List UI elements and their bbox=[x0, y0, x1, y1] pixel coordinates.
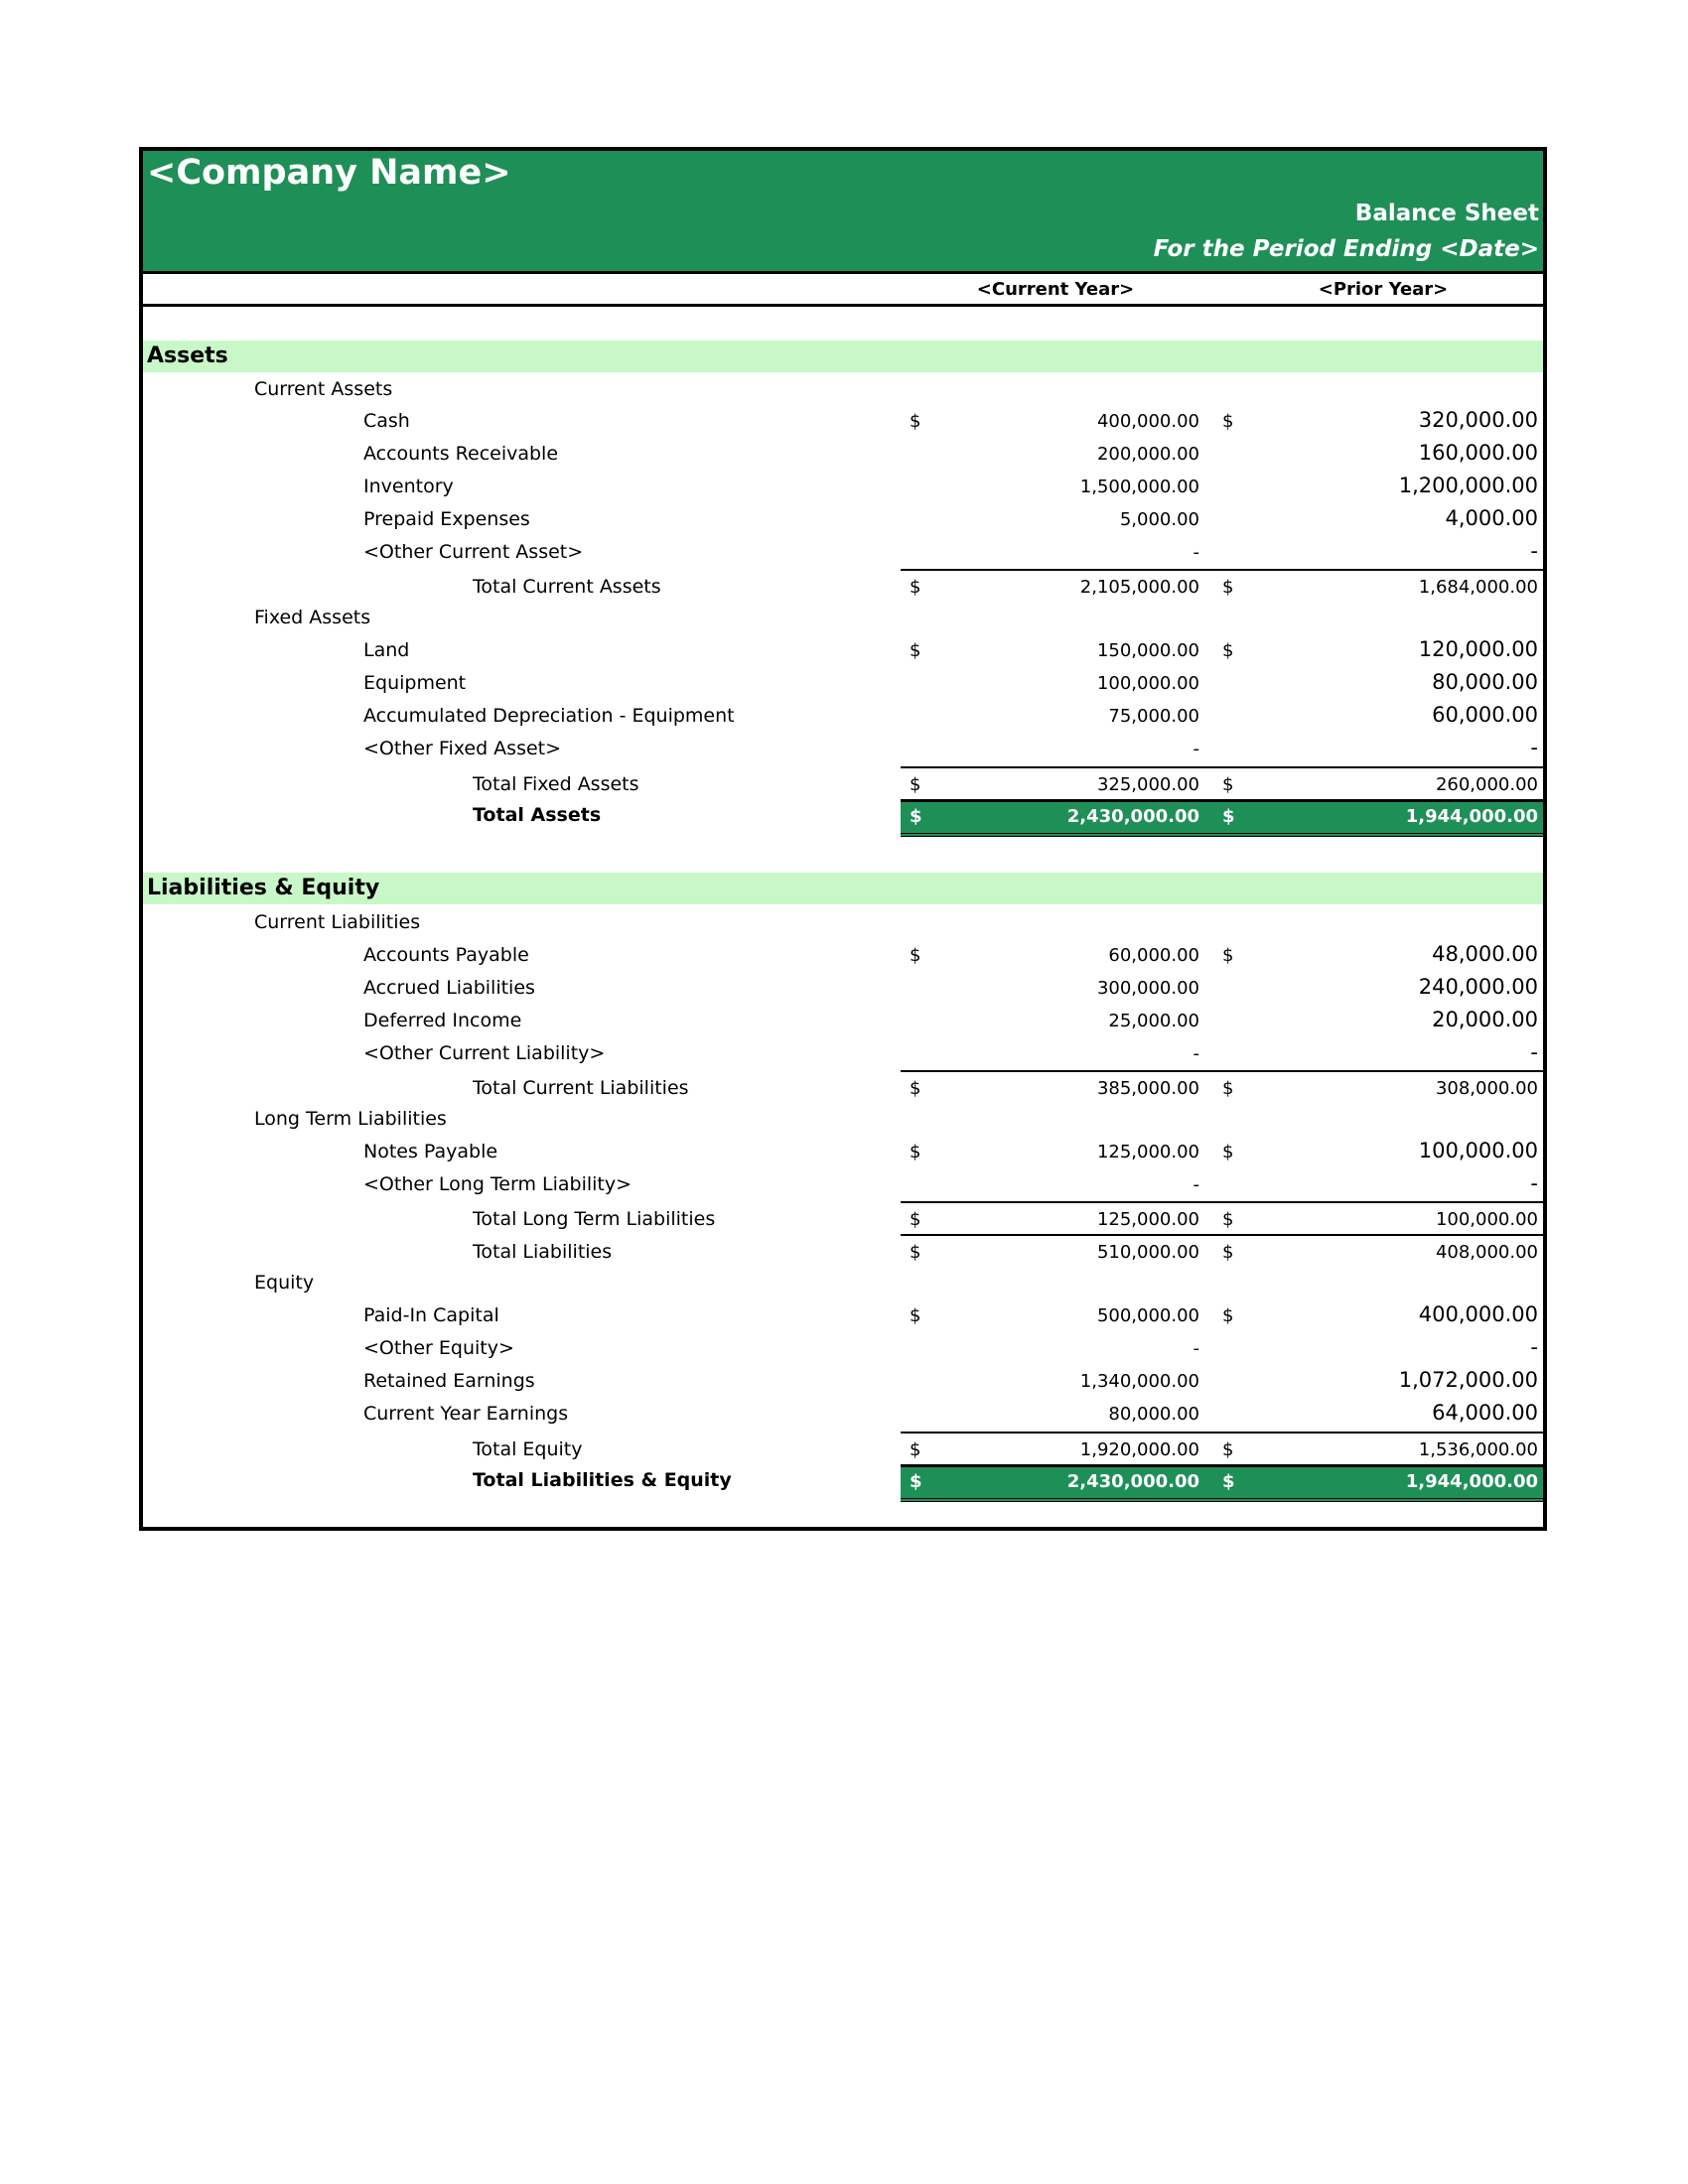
row-other-current-asset[interactable] bbox=[143, 536, 1543, 569]
column-headers bbox=[143, 274, 1543, 307]
prior-year-value[interactable]: 60,000.00 bbox=[1432, 703, 1538, 727]
row-label: Equipment bbox=[363, 672, 467, 694]
row-total-current-assets[interactable] bbox=[143, 569, 1543, 602]
row-label: Total Liabilities & Equity bbox=[473, 1469, 732, 1491]
row-cash[interactable] bbox=[143, 405, 1543, 438]
liabilities-equity-section-band bbox=[143, 873, 1543, 904]
row-label: Total Long Term Liabilities bbox=[473, 1208, 716, 1230]
prior-year-value[interactable]: 408,000.00 bbox=[1435, 1242, 1538, 1263]
row-total-liabilities[interactable] bbox=[143, 1234, 1543, 1267]
current-year-value[interactable]: 500,000.00 bbox=[1096, 1305, 1199, 1326]
current-year-value[interactable]: 400,000.00 bbox=[1096, 411, 1199, 432]
prior-year-value[interactable]: 260,000.00 bbox=[1435, 774, 1538, 795]
period-label[interactable]: For the Period Ending <Date> bbox=[1153, 236, 1539, 262]
assets-section-title: Assets bbox=[147, 343, 228, 368]
current-year-value[interactable]: - bbox=[1193, 1338, 1199, 1359]
current-year-value[interactable]: 1,340,000.00 bbox=[1079, 1371, 1199, 1392]
row-label: Accrued Liabilities bbox=[363, 977, 535, 999]
row-accumulated-depreciation[interactable] bbox=[143, 700, 1543, 733]
currency-symbol: $ bbox=[1222, 1439, 1234, 1460]
row-label: Total Fixed Assets bbox=[473, 773, 639, 795]
currency-symbol: $ bbox=[910, 1471, 922, 1492]
currency-symbol: $ bbox=[1222, 577, 1234, 598]
currency-symbol: $ bbox=[1222, 1209, 1234, 1230]
current-year-value[interactable]: - bbox=[1193, 739, 1199, 759]
row-label: Cash bbox=[363, 410, 410, 432]
row-total-liabilities-equity[interactable] bbox=[143, 1464, 1543, 1497]
row-label: Accounts Receivable bbox=[363, 443, 559, 465]
current-year-value[interactable]: 2,430,000.00 bbox=[1066, 1471, 1199, 1492]
current-liabilities-heading bbox=[143, 906, 1543, 939]
row-other-fixed-asset[interactable] bbox=[143, 733, 1543, 765]
row-label: Current Year Earnings bbox=[363, 1403, 569, 1425]
current-year-value[interactable]: 5,000.00 bbox=[1119, 509, 1199, 530]
row-total-long-term-liabilities[interactable] bbox=[143, 1201, 1543, 1234]
currency-symbol: $ bbox=[910, 1305, 921, 1326]
currency-symbol: $ bbox=[1222, 411, 1234, 432]
row-retained-earnings[interactable] bbox=[143, 1365, 1543, 1398]
row-label: <Other Fixed Asset> bbox=[363, 738, 562, 759]
current-year-value[interactable]: 2,105,000.00 bbox=[1079, 577, 1199, 598]
current-assets-heading bbox=[143, 373, 1543, 406]
currency-symbol: $ bbox=[910, 411, 921, 432]
assets-section-band bbox=[143, 341, 1543, 372]
current-year-value[interactable]: 510,000.00 bbox=[1096, 1242, 1199, 1263]
currency-symbol: $ bbox=[910, 806, 922, 827]
long-term-liabilities-heading bbox=[143, 1103, 1543, 1136]
prior-year-value[interactable]: 4,000.00 bbox=[1445, 506, 1538, 530]
prior-year-value[interactable]: 64,000.00 bbox=[1432, 1401, 1538, 1425]
fixed-assets-heading bbox=[143, 602, 1543, 634]
row-other-current-liability[interactable] bbox=[143, 1037, 1543, 1070]
prior-year-value[interactable]: - bbox=[1530, 1171, 1538, 1195]
row-deferred-income[interactable] bbox=[143, 1005, 1543, 1037]
row-label: Retained Earnings bbox=[363, 1370, 535, 1392]
current-year-value[interactable]: 300,000.00 bbox=[1096, 978, 1199, 999]
prior-year-value[interactable]: 1,072,000.00 bbox=[1398, 1368, 1538, 1392]
row-other-long-term-liability[interactable] bbox=[143, 1168, 1543, 1201]
currency-symbol: $ bbox=[910, 1078, 921, 1099]
row-accounts-payable[interactable] bbox=[143, 939, 1543, 972]
row-label: Prepaid Expenses bbox=[363, 508, 530, 530]
row-accounts-receivable[interactable] bbox=[143, 438, 1543, 471]
prior-year-value[interactable]: 1,684,000.00 bbox=[1418, 577, 1538, 598]
prior-year-value[interactable]: 120,000.00 bbox=[1418, 637, 1538, 661]
currency-symbol: $ bbox=[1222, 945, 1234, 966]
prior-year-value[interactable]: 1,200,000.00 bbox=[1398, 474, 1538, 497]
prior-year-value[interactable]: - bbox=[1530, 539, 1538, 563]
currency-symbol: $ bbox=[1222, 1242, 1234, 1263]
row-notes-payable[interactable] bbox=[143, 1136, 1543, 1168]
current-year-value[interactable]: - bbox=[1193, 1043, 1199, 1064]
currency-symbol: $ bbox=[1222, 1078, 1234, 1099]
row-label: Accounts Payable bbox=[363, 944, 529, 966]
row-label: Current Liabilities bbox=[254, 911, 421, 933]
row-other-equity[interactable] bbox=[143, 1332, 1543, 1365]
current-year-value[interactable]: 150,000.00 bbox=[1096, 640, 1199, 661]
current-year-value[interactable]: 1,500,000.00 bbox=[1079, 477, 1199, 497]
prior-year-value[interactable]: 1,944,000.00 bbox=[1405, 806, 1538, 827]
row-total-fixed-assets[interactable] bbox=[143, 766, 1543, 799]
row-paid-in-capital[interactable] bbox=[143, 1299, 1543, 1332]
row-total-equity[interactable] bbox=[143, 1432, 1543, 1464]
currency-symbol: $ bbox=[910, 774, 921, 795]
prior-year-value[interactable]: - bbox=[1530, 1335, 1538, 1359]
prior-year-value[interactable]: - bbox=[1530, 736, 1538, 759]
current-year-value[interactable]: 80,000.00 bbox=[1108, 1404, 1199, 1425]
prior-year-value[interactable]: 308,000.00 bbox=[1435, 1078, 1538, 1099]
currency-symbol: $ bbox=[1222, 640, 1234, 661]
prior-year-value[interactable]: 80,000.00 bbox=[1432, 670, 1538, 694]
current-year-value[interactable]: 325,000.00 bbox=[1096, 774, 1199, 795]
row-label: Fixed Assets bbox=[254, 607, 371, 628]
prior-year-value[interactable]: 20,000.00 bbox=[1432, 1008, 1538, 1031]
current-year-value[interactable]: 100,000.00 bbox=[1096, 673, 1199, 694]
company-name[interactable]: <Company Name> bbox=[147, 153, 511, 193]
row-label: <Other Current Asset> bbox=[363, 541, 584, 563]
row-inventory[interactable] bbox=[143, 471, 1543, 503]
liabilities-equity-section-title: Liabilities & Equity bbox=[147, 876, 380, 900]
row-label: Inventory bbox=[363, 476, 454, 497]
row-label: <Other Long Term Liability> bbox=[363, 1173, 633, 1195]
row-label: Current Assets bbox=[254, 378, 393, 400]
row-label: Long Term Liabilities bbox=[254, 1108, 447, 1130]
prior-year-value[interactable]: 320,000.00 bbox=[1418, 408, 1538, 432]
currency-symbol: $ bbox=[910, 945, 921, 966]
row-total-current-liabilities[interactable] bbox=[143, 1070, 1543, 1103]
current-year-value[interactable]: 75,000.00 bbox=[1108, 706, 1199, 727]
current-year-value[interactable]: 25,000.00 bbox=[1108, 1011, 1199, 1031]
prior-year-value[interactable]: 240,000.00 bbox=[1418, 975, 1538, 999]
document-title: Balance Sheet bbox=[1354, 201, 1539, 226]
currency-symbol: $ bbox=[910, 1209, 921, 1230]
prior-year-value[interactable]: 100,000.00 bbox=[1418, 1139, 1538, 1162]
current-year-value[interactable]: 2,430,000.00 bbox=[1066, 806, 1199, 827]
currency-symbol: $ bbox=[1222, 806, 1235, 827]
row-label: Paid-In Capital bbox=[363, 1304, 499, 1326]
row-label: <Other Equity> bbox=[363, 1337, 514, 1359]
sheet-header bbox=[143, 151, 1543, 274]
currency-symbol: $ bbox=[1222, 774, 1234, 795]
equity-heading bbox=[143, 1267, 1543, 1299]
row-current-year-earnings[interactable] bbox=[143, 1398, 1543, 1431]
row-total-assets[interactable] bbox=[143, 799, 1543, 832]
currency-symbol: $ bbox=[1222, 1142, 1234, 1162]
row-label: Notes Payable bbox=[363, 1141, 498, 1162]
row-label: Equity bbox=[254, 1272, 315, 1294]
currency-symbol: $ bbox=[910, 1142, 921, 1162]
prior-year-value[interactable]: 48,000.00 bbox=[1432, 942, 1538, 966]
prior-year-value[interactable]: 1,536,000.00 bbox=[1418, 1439, 1538, 1460]
row-accrued-liabilities[interactable] bbox=[143, 972, 1543, 1005]
prior-year-header[interactable]: <Prior Year> bbox=[1318, 279, 1449, 300]
current-year-value[interactable]: - bbox=[1193, 542, 1199, 563]
current-year-value[interactable]: 200,000.00 bbox=[1096, 444, 1199, 465]
row-label: Deferred Income bbox=[363, 1010, 522, 1031]
current-year-value[interactable]: - bbox=[1193, 1174, 1199, 1195]
current-year-value[interactable]: 1,920,000.00 bbox=[1079, 1439, 1199, 1460]
prior-year-value[interactable]: - bbox=[1530, 1040, 1538, 1064]
current-year-value[interactable]: 385,000.00 bbox=[1096, 1078, 1199, 1099]
row-label: Total Liabilities bbox=[473, 1241, 613, 1263]
current-year-value[interactable]: 125,000.00 bbox=[1096, 1209, 1199, 1230]
prior-year-value[interactable]: 160,000.00 bbox=[1418, 441, 1538, 465]
row-label: Total Current Assets bbox=[473, 576, 661, 598]
currency-symbol: $ bbox=[910, 577, 921, 598]
current-year-value[interactable]: 60,000.00 bbox=[1108, 945, 1199, 966]
row-land[interactable] bbox=[143, 634, 1543, 667]
balance-sheet bbox=[139, 147, 1547, 1531]
currency-symbol: $ bbox=[1222, 1305, 1234, 1326]
currency-symbol: $ bbox=[910, 1439, 921, 1460]
row-label: Accumulated Depreciation - Equipment bbox=[363, 705, 735, 727]
currency-symbol: $ bbox=[1222, 1471, 1235, 1492]
current-year-value[interactable]: 125,000.00 bbox=[1096, 1142, 1199, 1162]
currency-symbol: $ bbox=[910, 640, 921, 661]
row-label: <Other Current Liability> bbox=[363, 1042, 606, 1064]
prior-year-value[interactable]: 400,000.00 bbox=[1418, 1302, 1538, 1326]
prior-year-value[interactable]: 100,000.00 bbox=[1435, 1209, 1538, 1230]
row-label: Total Current Liabilities bbox=[473, 1077, 689, 1099]
current-year-header[interactable]: <Current Year> bbox=[976, 279, 1135, 300]
row-label: Total Equity bbox=[473, 1438, 583, 1460]
row-equipment[interactable] bbox=[143, 667, 1543, 700]
prior-year-value[interactable]: 1,944,000.00 bbox=[1405, 1471, 1538, 1492]
row-label: Land bbox=[363, 639, 410, 661]
row-prepaid-expenses[interactable] bbox=[143, 503, 1543, 536]
currency-symbol: $ bbox=[910, 1242, 921, 1263]
row-label: Total Assets bbox=[473, 804, 602, 826]
